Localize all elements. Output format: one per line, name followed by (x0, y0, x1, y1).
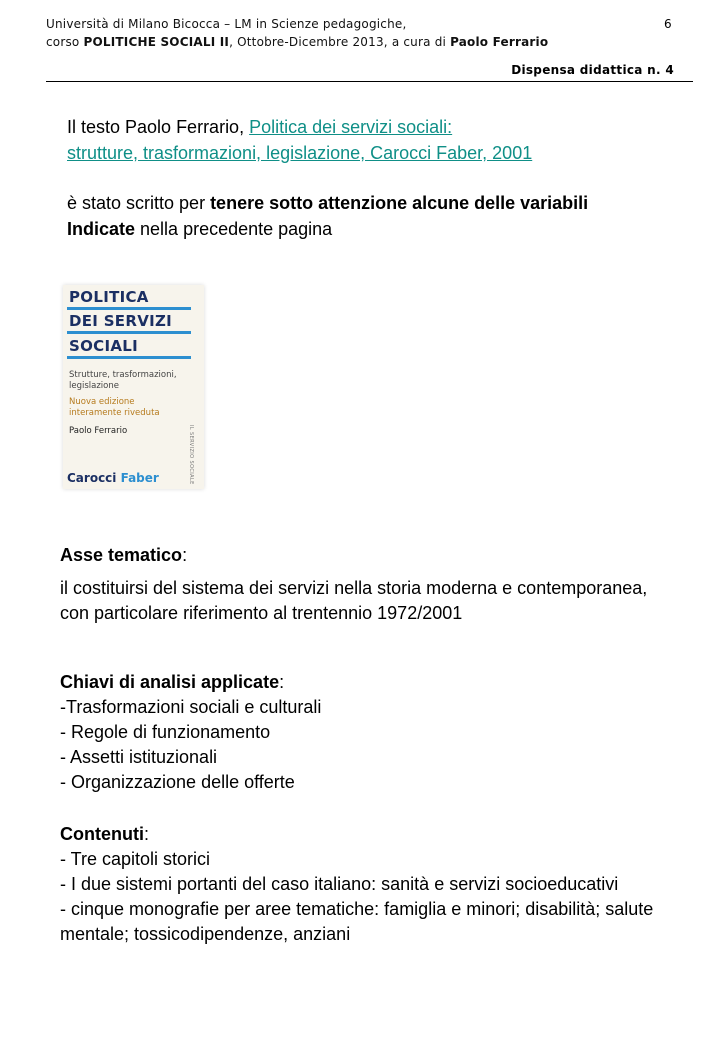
cover-subtitle-1: Strutture, trasformazioni, (69, 370, 177, 380)
cover-series: IL SERVIZIO SOCIALE (188, 425, 194, 485)
list-item: - Tre capitoli storici (60, 849, 211, 869)
asse-colon: : (182, 545, 188, 565)
cover-subtitle-2: legislazione (69, 381, 119, 391)
cover-publisher (67, 471, 159, 485)
cover-edition-2: interamente riveduta (69, 408, 160, 418)
cover-title-2: DEI SERVIZI (69, 312, 173, 330)
header-divider (46, 81, 693, 82)
chiavi-heading: Chiavi di analisi applicate (60, 672, 280, 692)
cover-publisher-1: Carocci (67, 471, 117, 485)
contenuti-heading: Contenuti (60, 824, 144, 844)
chiavi-colon: : (279, 672, 285, 692)
asse-tematico-section (60, 543, 660, 626)
asse-heading: Asse tematico (60, 545, 183, 565)
header-course-line (46, 35, 548, 49)
list-item: - cinque monografie per aree tematiche: famiglia e minori; disabilità; salute mentale; tossicodipendenze, anziani (60, 899, 654, 944)
cover-publisher-2: Faber (120, 471, 159, 485)
header-course-name: POLITICHE SOCIALI II (83, 35, 230, 49)
cover-title-1: POLITICA (69, 288, 149, 306)
intro-bold-2: Indicate (67, 219, 136, 239)
list-item: - I due sistemi portanti del caso italiano: sanità e servizi socioeducativi (60, 874, 619, 894)
intro-prefix: Il testo Paolo Ferrario, (67, 117, 250, 137)
header-author: Paolo Ferrario (450, 35, 549, 49)
intro-sentence-suffix: nella precedente pagina (135, 219, 333, 239)
asse-text: il costituirsi del sistema dei servizi nella storia moderna e contemporanea, con particolare riferimento al trentennio 1972/2001 (60, 578, 648, 623)
dispensa-label: Dispensa didattica n. 4 (511, 63, 674, 77)
cover-title-bar (67, 356, 191, 359)
intro-citation (67, 114, 532, 166)
cover-title-bar (67, 307, 191, 310)
cover-author: Paolo Ferrario (69, 426, 128, 436)
intro-bold-1: tenere sotto attenzione alcune delle variabili (210, 193, 589, 213)
book-title-link[interactable]: Politica dei servizi sociali: (249, 117, 453, 137)
contenuti-section (60, 822, 660, 947)
contenuti-colon: : (143, 824, 149, 844)
list-item: - Organizzazione delle offerte (60, 772, 295, 792)
cover-title-3: SOCIALI (69, 337, 138, 355)
header-course-prefix: corso (46, 35, 84, 49)
list-item: -Trasformazioni sociali e culturali (60, 697, 322, 717)
list-item: - Regole di funzionamento (60, 722, 271, 742)
header-institution: Università di Milano Bicocca – LM in Scienze pedagogiche, (46, 17, 407, 31)
list-item: - Assetti istituzionali (60, 747, 218, 767)
intro-sentence-prefix: è stato scritto per (67, 193, 211, 213)
book-cover-image (63, 285, 204, 489)
chiavi-section (60, 670, 660, 795)
cover-edition-1: Nuova edizione (69, 397, 135, 407)
header-course-middle: , Ottobre-Dicembre 2013, a cura di (229, 35, 451, 49)
intro-sentence (67, 190, 588, 242)
book-details-link[interactable]: strutture, trasformazioni, legislazione, Carocci Faber, 2001 (67, 143, 533, 163)
page-number: 6 (664, 17, 672, 31)
cover-title-bar (67, 331, 191, 334)
